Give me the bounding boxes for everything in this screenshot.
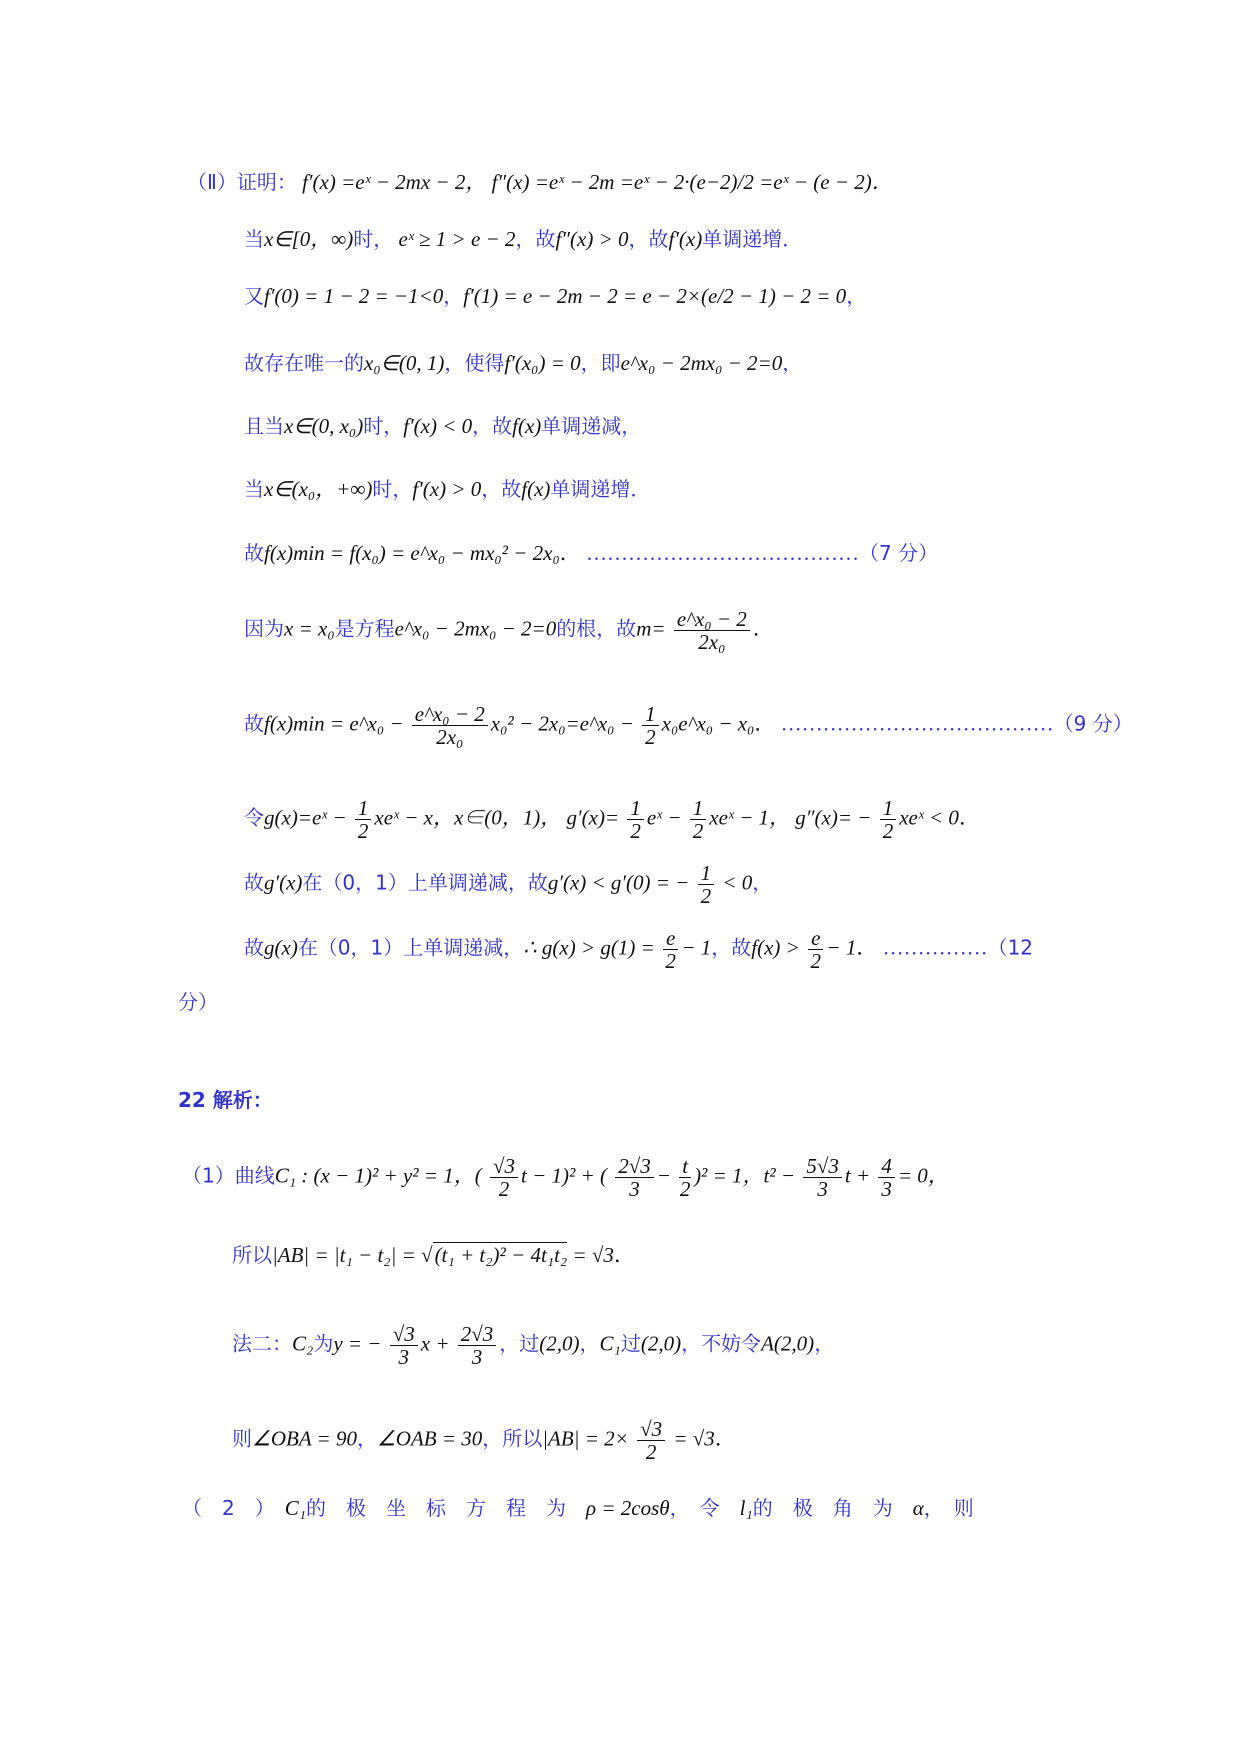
score-label: （9 分） (1053, 711, 1133, 736)
proof-line-12: 故g(x)在（0，1）上单调递减，∴ g(x) > g(1) = $\frac{e}{2}$ − 1，故f(x) > $\frac{e}{2}$ − 1． ……………（12 (244, 926, 1034, 974)
derivative-expression: f′(x) =eˣ − 2mx − 2， f″(x) =eˣ − 2m =eˣ − 2·(e−2)/2 =eˣ − (e − 2)． (302, 170, 893, 194)
proof-line-1 (187, 172, 893, 193)
fraction: $\frac{1}{2}$ (355, 797, 372, 842)
fraction: $\frac{1}{2}$ (880, 797, 897, 842)
leader-dots: ………………………………… (780, 711, 1054, 736)
fraction: $\frac{4}{3}$ (878, 1155, 895, 1200)
solution-line-4: 则∠OBA = 90，∠OAB = 30，所以|AB| = 2× $\frac{√3}{2}$ = √3． (232, 1417, 736, 1465)
fraction: $\frac{5√3}{3}$ (803, 1155, 842, 1200)
fraction: $\frac{2√3}{3}$ (615, 1155, 654, 1200)
fraction: $\frac{√3}{2}$ (637, 1418, 665, 1463)
fraction: $\frac{\text{e\textasciicircum{}x₀ − 2}}{\text{2x₀}}$ (412, 703, 488, 748)
proof-line-9: 故f(x)min = e^x₀ − $\frac{\text{e\textasciicircum{}x₀ − 2}}{\text{2x₀}}$ x₀² − 2x₀=e^x₀ − $\frac{1}{2}$ x₀e^x₀ − x₀． …………………………………（9 分） (244, 702, 1133, 750)
solution-line-5: （ 2 ） C₁的 极 坐 标 方 程 为 ρ = 2cosθ， 令 l₁的 极 角 为 α， 则 (182, 1496, 974, 1520)
sqrt-expression: √(t₁ + t₂)² − 4t₁t₂ (421, 1243, 568, 1267)
proof-line-6: 当x∈(x₀，+∞)时，f′(x) > 0，故f(x)单调递增． (244, 477, 651, 501)
proof-line-11: 故g′(x)在（0，1）上单调递减，故g′(x) < g′(0) = − $\frac{1}{2}$ < 0， (244, 861, 773, 909)
fraction: $\frac{1}{2}$ (627, 797, 644, 842)
proof-line-3: 又f′(0) = 1 − 2 = −1<0，f′(1) = e − 2m − 2 = e − 2×(e/2 − 1) − 2 = 0， (244, 284, 867, 308)
solution-line-2: 所以|AB| = |t₁ − t₂| = √(t₁ + t₂)² − 4t₁t₂ = √3． (232, 1243, 635, 1267)
fraction: $\frac{√3}{3}$ (390, 1323, 418, 1368)
fraction: $\frac{1}{2}$ (642, 703, 659, 748)
score-label: （7 分） (859, 541, 939, 565)
fraction: $\frac{t}{2}$ (679, 1154, 691, 1202)
solution-line-1: （1）曲线C₁ : (x − 1)² + y² = 1，( $\frac{√3}{2}$ t − 1)² + ( $\frac{2√3}{3}$ − $\frac{t}{2}$ )² = 1，t² − $\frac{5√3}{3}$ t + $\frac{4}{3}$ = 0， (182, 1154, 949, 1202)
fraction: $\frac{e}{2}$ (663, 927, 678, 972)
proof-line-8: 因为x = x₀是方程e^x₀ − 2mx₀ − 2=0的根，故m= $\frac{\text{e\textasciicircum{}x₀ − 2}}{\text{2x₀}}$ ． (244, 607, 774, 655)
proof-line-2: 当x∈[0，∞)时， eˣ ≥ 1 > e − 2，故f″(x) > 0，故f′(x)单调递增． (244, 227, 803, 251)
score-label: （12 (987, 935, 1034, 960)
fraction: $\frac{√3}{2}$ (490, 1155, 518, 1200)
proof-line-4: 故存在唯一的x₀∈(0, 1)，使得f′(x₀) = 0，即e^x₀ − 2mx₀ − 2=0， (244, 351, 803, 375)
proof-line-7: 故f(x)min = f(x₀) = e^x₀ − mx₀² − 2x₀． …………………………………（7 分） (244, 541, 939, 565)
leader-dots: …………… (882, 935, 988, 960)
fraction: $\frac{2√3}{3}$ (458, 1323, 497, 1368)
leader-dots: ………………………………… (586, 541, 860, 565)
solution-line-3: 法二：C₂为y = − $\frac{√3}{3}$ x + $\frac{2√3}{3}$ ，过(2,0)，C₁过(2,0)，不妨令A(2,0)， (232, 1322, 835, 1370)
section-heading: 22 解析： (178, 1088, 273, 1112)
proof-line-5: 且当x∈(0, x₀)时，f′(x) < 0，故f(x)单调递减， (244, 414, 642, 438)
proof-line-13: 分） (178, 990, 218, 1014)
fraction: $\frac{1}{2}$ (690, 797, 707, 842)
section-tag: （Ⅱ）证明： (187, 170, 297, 194)
fraction: $\frac{e}{2}$ (808, 927, 823, 972)
fraction: $\frac{1}{2}$ (698, 862, 715, 907)
proof-line-10: 令g(x)=eˣ − $\frac{1}{2}$ xeˣ − x，x∈(0，1)， g′(x)= $\frac{1}{2}$ eˣ − $\frac{1}{2}$ xeˣ − 1， g″(x)= − $\frac{1}{2}$ xeˣ < 0． (244, 796, 980, 844)
fraction: $\frac{\text{e\textasciicircum{}x₀ − 2}}{\text{2x₀}}$ (674, 608, 750, 653)
